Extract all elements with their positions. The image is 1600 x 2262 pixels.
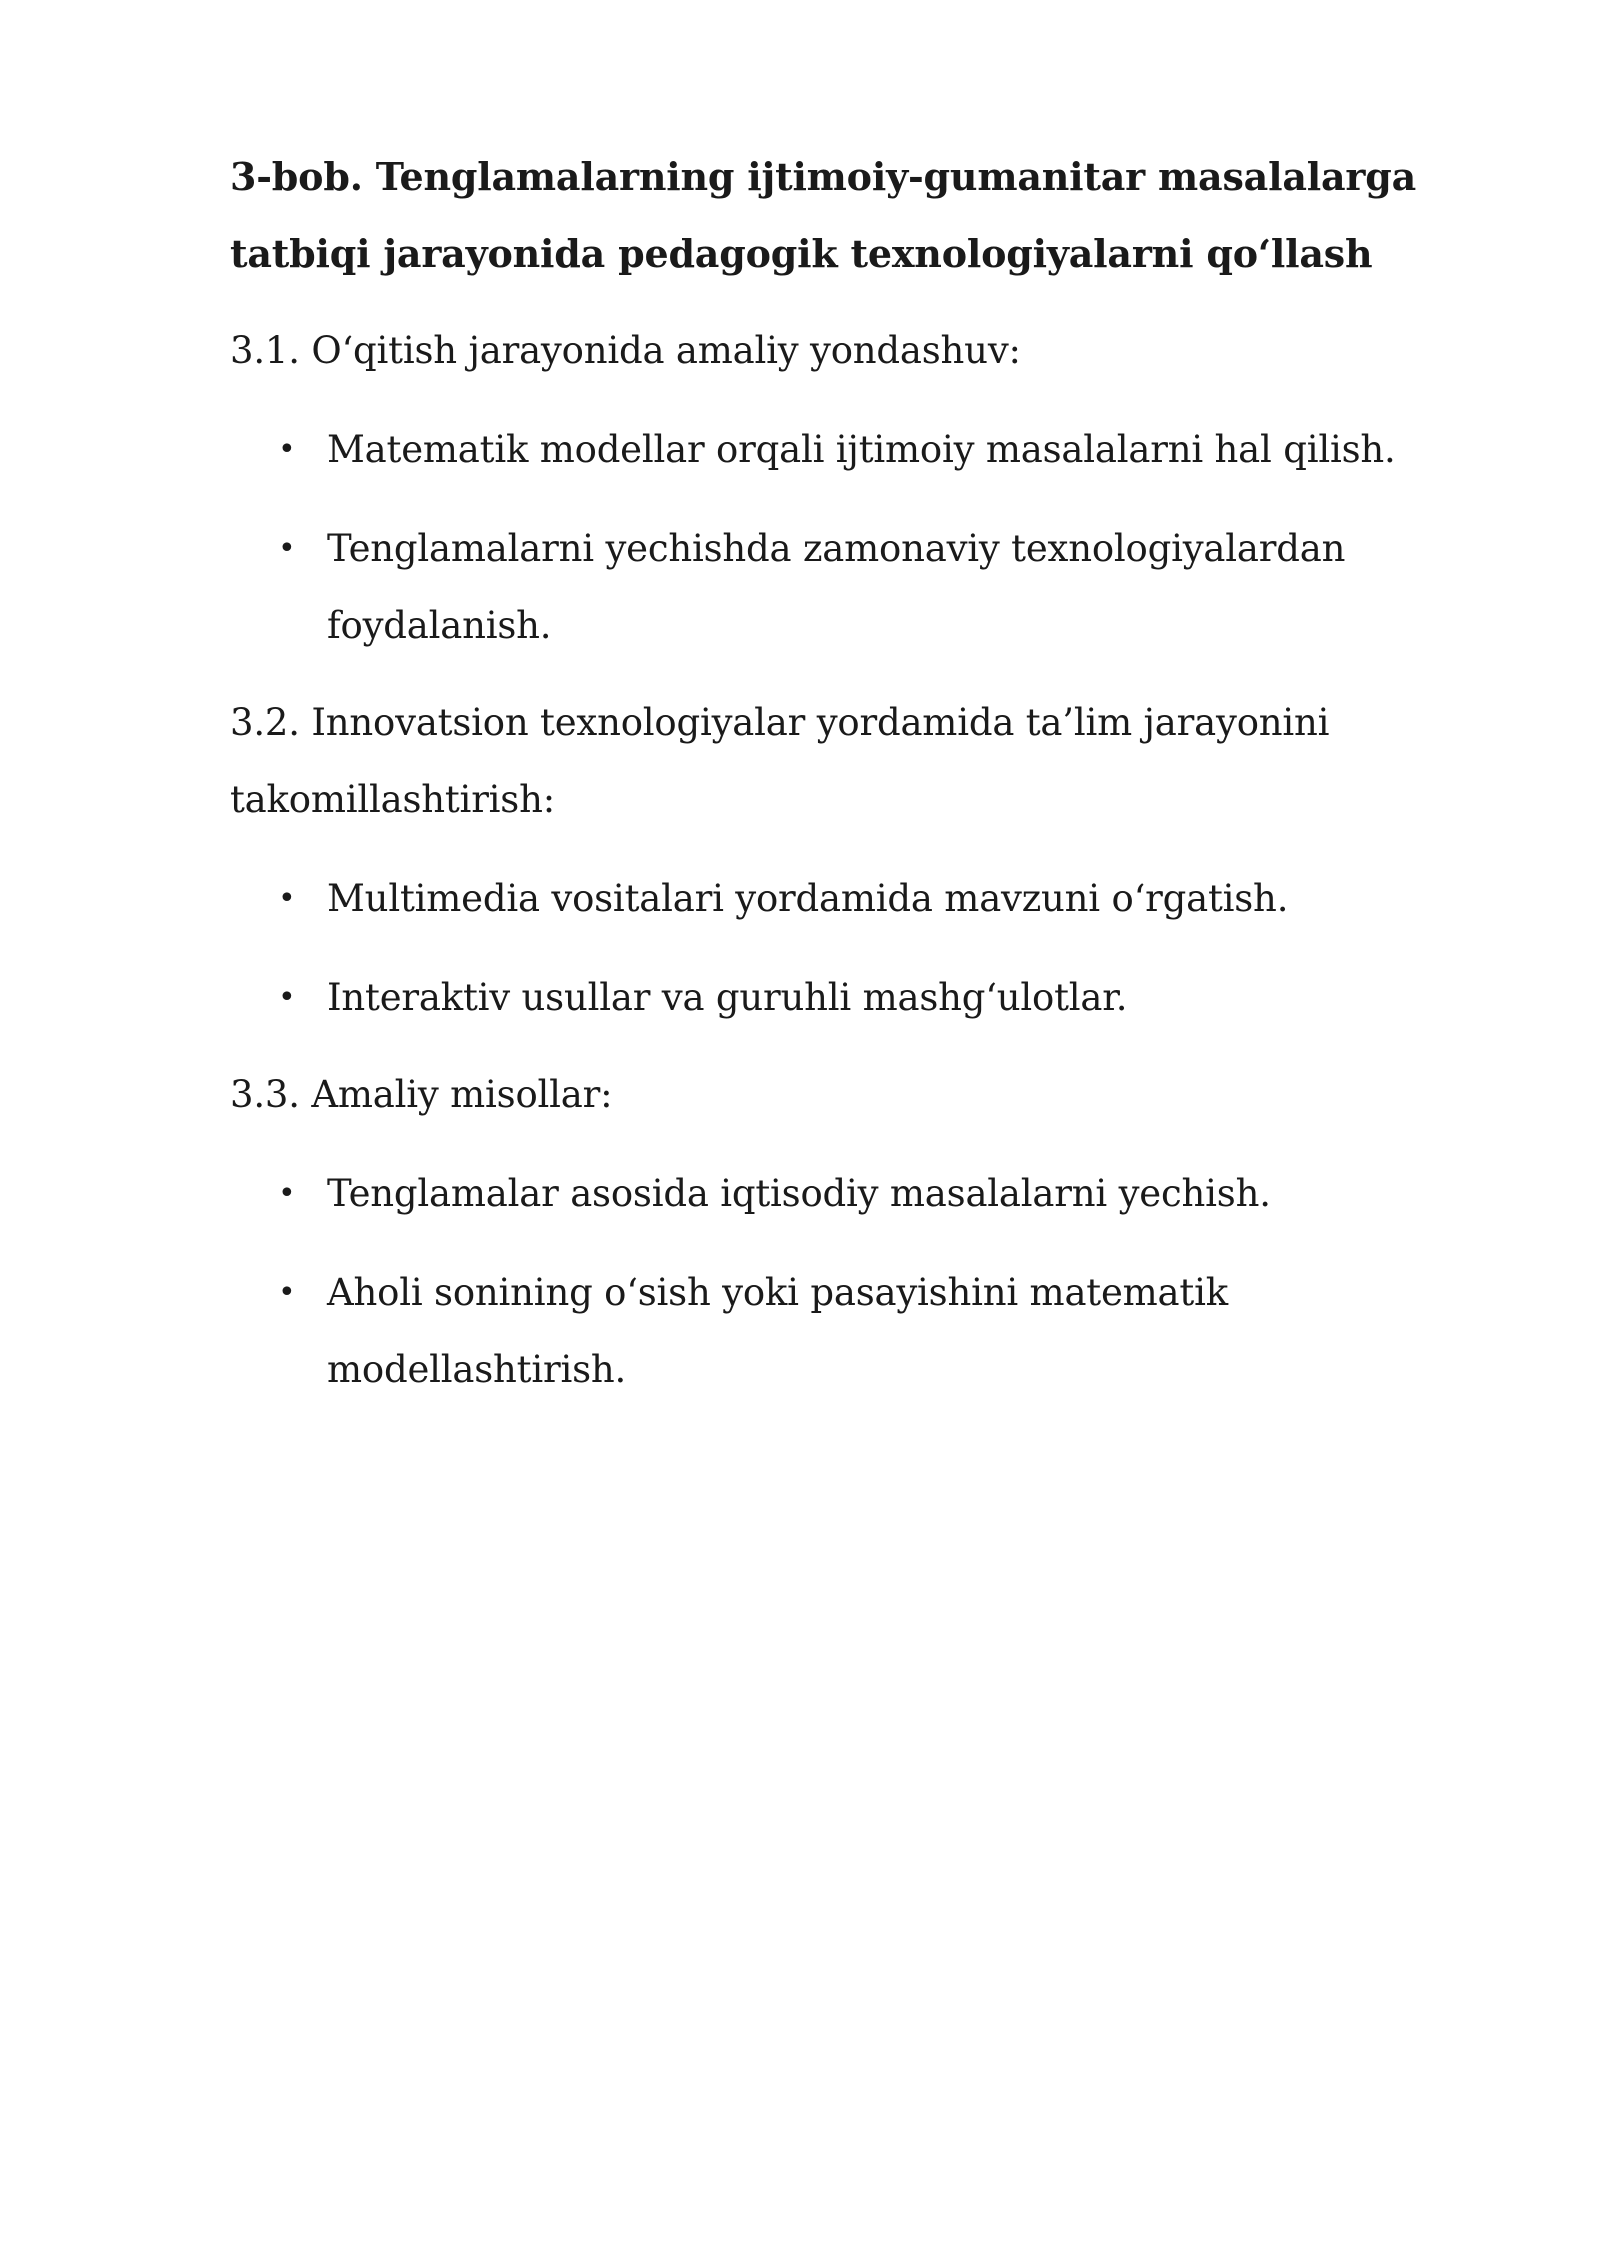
section-heading-3-3: 3.3. Amaliy misollar:: [230, 1073, 613, 1116]
list-item-text: Multimedia vositalari yordamida mavzuni o‘rgatish.: [327, 877, 1289, 920]
section-heading-3-1: 3.1. O‘qitish jarayonida amaliy yondashuv:: [230, 329, 1021, 372]
bullet-list-3-2: [230, 860, 1480, 1036]
list-item-text: Tenglamalarni yechishda zamonaviy texnologiyalardan foydalanish.: [327, 527, 1346, 647]
list-item-text: Matematik modellar orqali ijtimoiy masalalarni hal qilish.: [327, 428, 1396, 471]
bullet-icon: •: [278, 1275, 296, 1310]
list-item-text: Tenglamalar asosida iqtisodiy masalalarni yechish.: [327, 1172, 1271, 1215]
chapter-title: 3-bob. Tenglamalarning ijtimoiy-gumanitar masalalarga tatbiqi jarayonida pedagogik texnologiyalarni qo‘llash: [230, 154, 1417, 276]
bullet-icon: •: [278, 1176, 296, 1211]
section-heading-3-2: 3.2. Innovatsion texnologiyalar yordamida ta’lim jarayonini takomillashtirish:: [230, 701, 1330, 821]
list-item-text: Aholi sonining o‘sish yoki pasayishini matematik modellashtirish.: [327, 1271, 1228, 1391]
bullet-icon: •: [278, 881, 296, 916]
list-item: [230, 411, 1480, 488]
document-content: [230, 138, 1480, 1408]
bullet-list-3-3: [230, 1155, 1480, 1408]
list-item: [230, 959, 1480, 1036]
list-item-text: Interaktiv usullar va guruhli mashg‘ulotlar.: [327, 976, 1128, 1019]
bullet-icon: •: [278, 980, 296, 1015]
bullet-list-3-1: [230, 411, 1480, 664]
bullet-icon: •: [278, 432, 296, 467]
list-item: [230, 1155, 1480, 1232]
list-item: [230, 1254, 1480, 1408]
bullet-icon: •: [278, 531, 296, 566]
list-item: [230, 860, 1480, 937]
list-item: [230, 510, 1480, 664]
